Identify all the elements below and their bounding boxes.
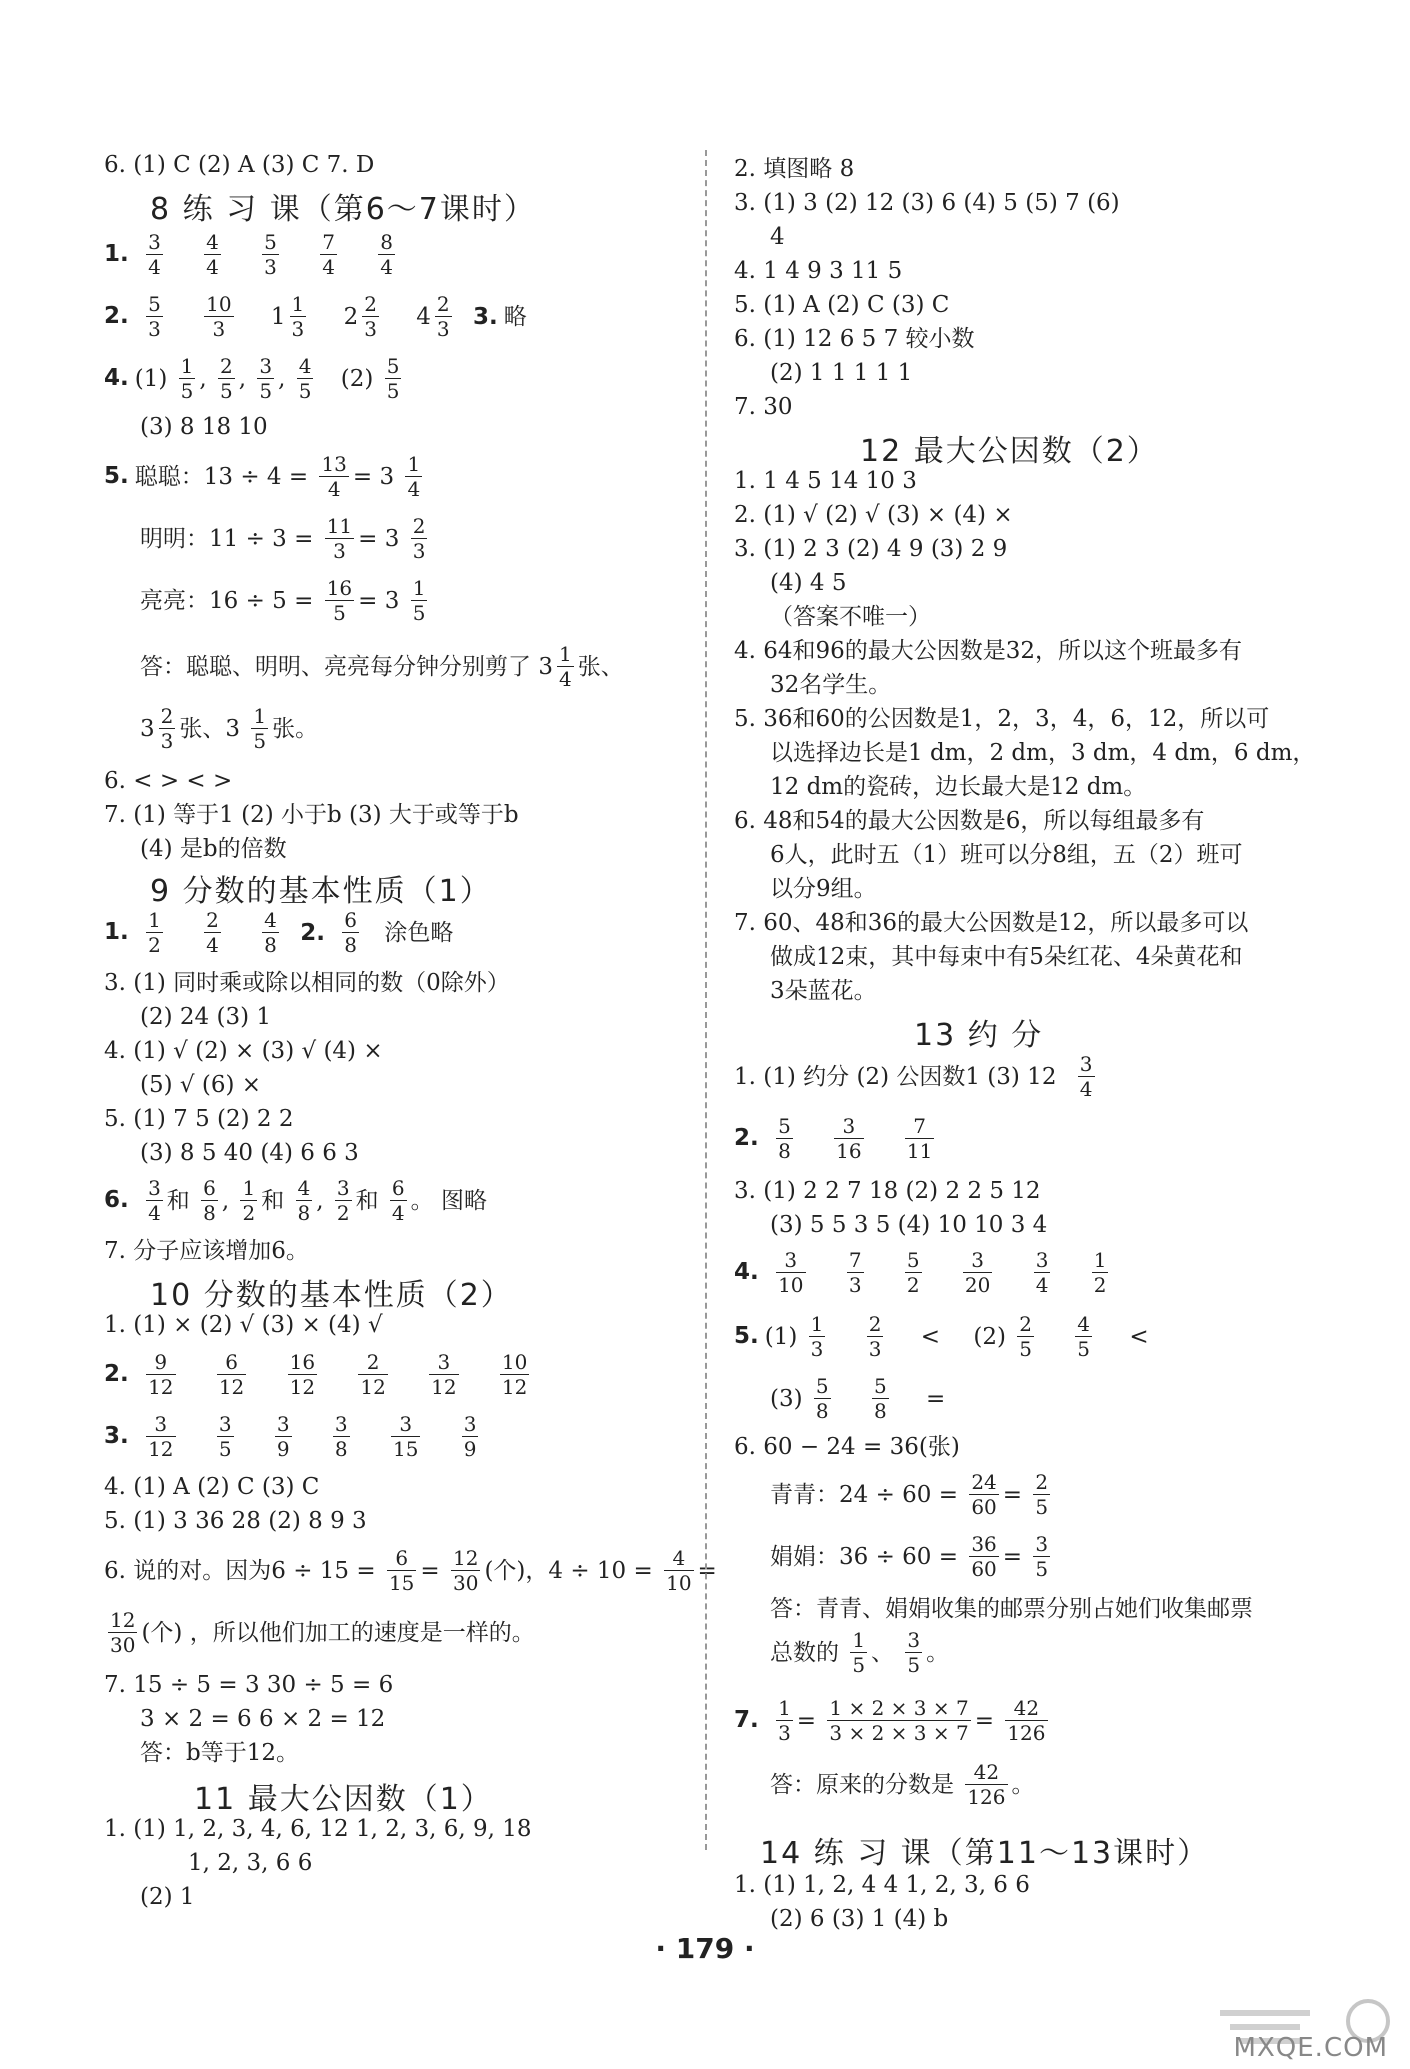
section-heading-13: 13 约 分: [914, 1018, 1044, 1053]
answer-line: 6. (1) C (2) A (3) C 7. D: [104, 152, 375, 178]
answer-line: 7. (1) 等于1 (2) 小于b (3) 大于或等于b: [104, 802, 519, 828]
section-heading-14: 14 练 习 课（第11～13课时）: [760, 1836, 1210, 1871]
answer-line: 3. (1) 同时乘或除以相同的数（0除外）: [104, 970, 510, 996]
answer-line: 3朵蓝花。: [770, 978, 877, 1004]
answer-line: 1. 1 4 5 14 10 3: [734, 468, 917, 494]
answer-line: 1. $\frac{1}{2}$ $\frac{2}{4}$ $\frac{4}{8}$ 2. $\frac{6}{8}$ 涂色略: [104, 908, 454, 957]
answer-line: (3) $\frac{5}{8}$ $\frac{5}{8}$ =: [770, 1374, 946, 1423]
answer-line: 3. (1) 3 (2) 12 (3) 6 (4) 5 (5) 7 (6): [734, 190, 1120, 216]
answer-line: 5. 聪聪：13 ÷ 4 = $\frac{13}{4}$ = 3 $\frac{1}{4}$: [104, 452, 421, 501]
section-heading-12: 12 最大公因数（2）: [860, 434, 1159, 469]
answer-line: 7. 15 ÷ 5 = 3 30 ÷ 5 = 6: [104, 1672, 394, 1698]
section-heading-10: 10 分数的基本性质（2）: [150, 1278, 513, 1313]
answer-line: 做成12束，其中每束中有5朵红花、4朵黄花和: [770, 944, 1243, 970]
answer-line: 答：b等于12。: [140, 1740, 299, 1766]
answer-line: (2) 6 (3) 1 (4) b: [770, 1906, 949, 1932]
answer-line: (3) 8 18 10: [140, 414, 268, 440]
answer-line: 以分9组。: [770, 876, 877, 902]
answer-line: 2. $\frac{5}{3}$ $\frac{10}{3}$ 1 $\frac{1}{3}$ 2 $\frac{2}{3}$ 4 $\frac{2}{3}$ 3. 略: [104, 292, 527, 341]
answer-line: 1. (1) 约分 (2) 公因数1 (3) 12 $\frac{3}{4}$: [734, 1052, 1093, 1101]
answer-line: 7. 60、48和36的最大公因数是12，所以最多可以: [734, 910, 1249, 936]
answer-line: 2. $\frac{5}{8}$ $\frac{3}{16}$ $\frac{7}{11}$: [734, 1114, 933, 1163]
section-heading-11: 11 最大公因数（1）: [194, 1782, 493, 1817]
answer-line: 5. (1) 3 36 28 (2) 8 9 3: [104, 1508, 367, 1534]
answer-line: 7. $\frac{1}{3}$ = $\frac{1 \times 2 \times 3 \times 7}{3 \times 2 \times 3 \times 7}$ = $\frac{42}{126}$: [734, 1696, 1046, 1745]
answer-line: 4. (1) A (2) C (3) C: [104, 1474, 320, 1500]
answer-line: 5. (1) 7 5 (2) 2 2: [104, 1106, 294, 1132]
answer-line: 亮亮：16 ÷ 5 = $\frac{16}{5}$ = 3 $\frac{1}{5}$: [140, 576, 426, 625]
answer-line: 1. $\frac{3}{4}$ $\frac{4}{4}$ $\frac{5}{3}$ $\frac{7}{4}$ $\frac{8}{4}$: [104, 230, 393, 279]
answer-line: (3) 8 5 40 (4) 6 6 3: [140, 1140, 359, 1166]
answer-line: $\frac{12}{30}$ (个) ，所以他们加工的速度是一样的。: [110, 1608, 535, 1657]
answer-line: (4) 4 5: [770, 570, 847, 596]
answer-line: (5) √ (6) ×: [140, 1072, 262, 1098]
answer-line: 5. (1) A (2) C (3) C: [734, 292, 950, 318]
answer-line: 2. $\frac{9}{12}$ $\frac{6}{12}$ $\frac{16}{12}$ $\frac{2}{12}$ $\frac{3}{12}$ $\frac{10}{12}$: [104, 1350, 528, 1399]
answer-line: 7. 分子应该增加6。: [104, 1238, 309, 1264]
page-number: · 179 ·: [655, 1932, 755, 1965]
answer-line: (2) 1: [140, 1884, 195, 1910]
answer-line: 3. (1) 2 3 (2) 4 9 (3) 2 9: [734, 536, 1008, 562]
answer-line: 4. $\frac{3}{10}$ $\frac{7}{3}$ $\frac{5}{2}$ $\frac{3}{20}$ $\frac{3}{4}$ $\frac{1}{2}$: [734, 1248, 1107, 1297]
answer-line: 6. $\frac{3}{4}$ 和 $\frac{6}{8}$ , $\frac{1}{2}$ 和 $\frac{4}{8}$ , $\frac{3}{2}$ 和 $\frac{6}{4}$ 。 图略: [104, 1176, 487, 1225]
answer-line: 6. (1) 12 6 5 7 较小数: [734, 326, 975, 352]
answer-line: 6人，此时五（1）班可以分8组，五（2）班可: [770, 842, 1243, 868]
answer-line: 1. (1) × (2) √ (3) × (4) √: [104, 1312, 383, 1338]
answer-line: 1. (1) 1, 2, 4 4 1, 2, 3, 6 6: [734, 1872, 1030, 1898]
answer-line: (4) 是b的倍数: [140, 836, 287, 862]
answer-line: 娟娟：36 ÷ 60 = $\frac{36}{60}$ = $\frac{3}{5}$: [770, 1532, 1049, 1581]
section-heading-9: 9 分数的基本性质（1）: [150, 874, 492, 909]
answer-line: 32名学生。: [770, 672, 892, 698]
answer-line: 总数的 $\frac{1}{5}$ 、 $\frac{3}{5}$ 。: [770, 1628, 950, 1677]
answer-line: 青青：24 ÷ 60 = $\frac{24}{60}$ = $\frac{2}{5}$: [770, 1470, 1049, 1519]
answer-line: 6. 60 − 24 = 36(张): [734, 1434, 960, 1460]
answer-line: (3) 5 5 3 5 (4) 10 10 3 4: [770, 1212, 1048, 1238]
column-divider: [705, 150, 707, 1850]
section-heading-8: 8 练 习 课（第6～7课时）: [150, 192, 536, 227]
answer-line: 4. (1) √ (2) × (3) √ (4) ×: [104, 1038, 383, 1064]
answer-line: 12 dm的瓷砖，边长最大是12 dm。: [770, 774, 1147, 800]
answer-line: 4. (1) $\frac{1}{5}$ , $\frac{2}{5}$ , $\frac{3}{5}$ , $\frac{4}{5}$ (2) $\frac{5}{5}$: [104, 354, 400, 403]
answer-line: 3. $\frac{3}{12}$ $\frac{3}{5}$ $\frac{3}{9}$ $\frac{3}{8}$ $\frac{3}{15}$ $\frac{3}{9}$: [104, 1412, 477, 1461]
answer-line: 1, 2, 3, 6 6: [188, 1850, 313, 1876]
answer-line: 5. (1) $\frac{1}{3}$ $\frac{2}{3}$ < (2) $\frac{2}{5}$ $\frac{4}{5}$ <: [734, 1312, 1149, 1361]
answer-line: 2. (1) √ (2) √ (3) × (4) ×: [734, 502, 1013, 528]
answer-line: (2) 24 (3) 1: [140, 1004, 271, 1030]
answer-line: 7. 30: [734, 394, 793, 420]
answer-line: 以选择边长是1 dm，2 dm，3 dm，4 dm，6 dm，: [770, 740, 1316, 766]
answer-line: 4. 64和96的最大公因数是32，所以这个班最多有: [734, 638, 1243, 664]
answer-line: 6. < > < >: [104, 768, 233, 794]
answer-line: 答：原来的分数是 $\frac{42}{126}$ 。: [770, 1760, 1035, 1809]
answer-line: 3. (1) 2 2 7 18 (2) 2 2 5 12: [734, 1178, 1041, 1204]
answer-line: 4. 1 4 9 3 11 5: [734, 258, 903, 284]
answer-line: 明明：11 ÷ 3 = $\frac{11}{3}$ = 3 $\frac{2}{3}$: [140, 514, 426, 563]
watermark-text: MXQE.COM: [1233, 2033, 1388, 2063]
answer-line: 4: [770, 224, 785, 250]
answer-line: 答：聪聪、明明、亮亮每分钟分别剪了 3 $\frac{1}{4}$ 张、: [140, 642, 624, 691]
answer-line: 1. (1) 1, 2, 3, 4, 6, 12 1, 2, 3, 6, 9, 18: [104, 1816, 532, 1842]
answer-line: （答案不唯一）: [770, 604, 931, 630]
answer-line: 3 $\frac{2}{3}$ 张、3 $\frac{1}{5}$ 张。: [140, 704, 319, 753]
answer-line: 2. 填图略 8: [734, 156, 855, 182]
answer-line: (2) 1 1 1 1 1: [770, 360, 913, 386]
answer-line: 答：青青、娟娟收集的邮票分别占她们收集邮票: [770, 1596, 1253, 1622]
answer-line: 5. 36和60的公因数是1，2，3，4，6，12，所以可: [734, 706, 1270, 732]
answer-line: 3 × 2 = 6 6 × 2 = 12: [140, 1706, 386, 1732]
answer-line: 6. 48和54的最大公因数是6，所以每组最多有: [734, 808, 1205, 834]
answer-line: 6. 说的对。因为6 ÷ 15 = $\frac{6}{15}$ = $\frac{12}{30}$ (个)，4 ÷ 10 = $\frac{4}{10}$ =: [104, 1546, 717, 1595]
